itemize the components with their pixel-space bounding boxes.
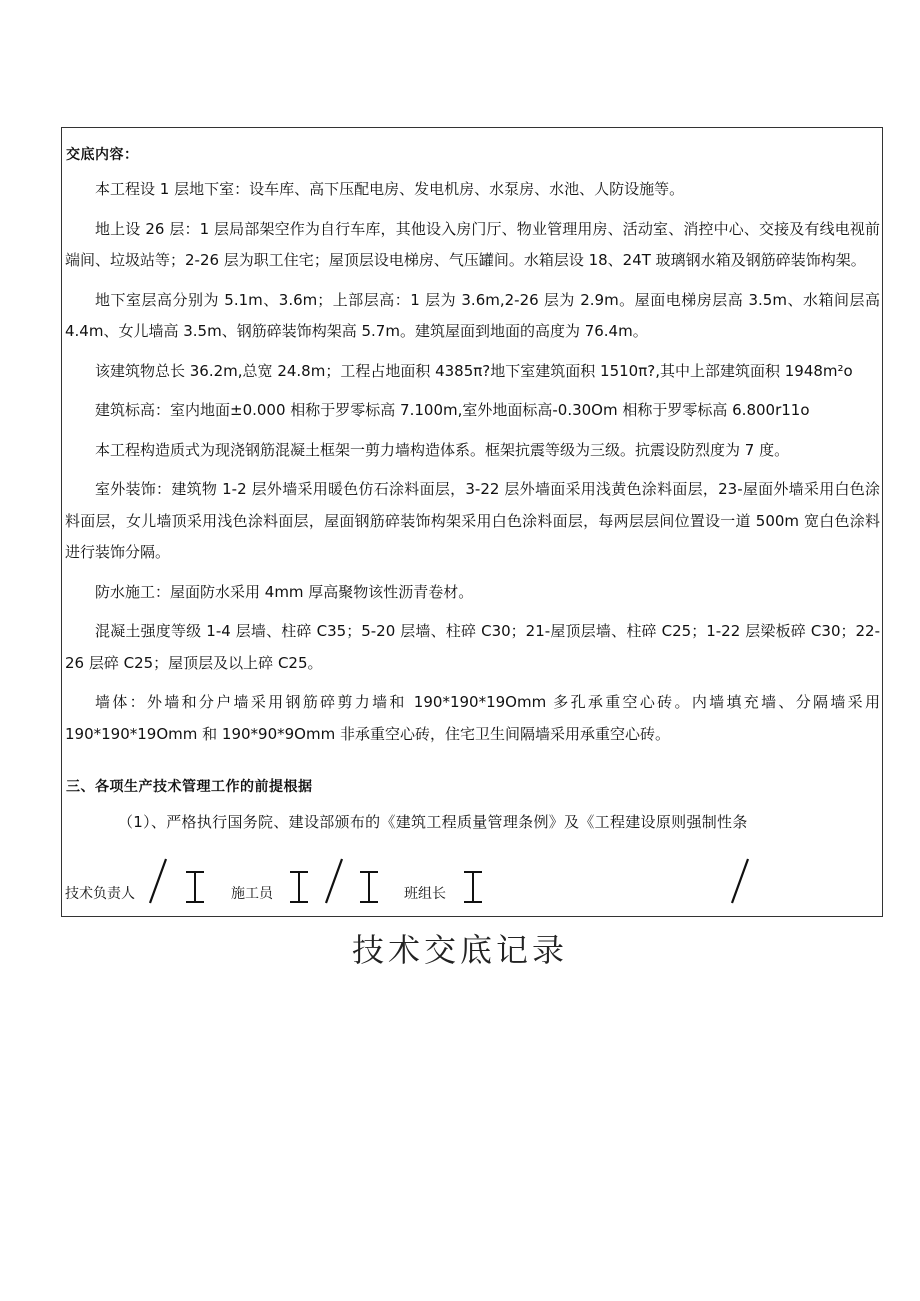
paragraph-walls: 墙体：外墙和分户墙采用钢筋碎剪力墙和 190*190*19Omm 多孔承重空心砖。内墙填充墙、分隔墙采用 190*190*19Omm 和 190*90*9Omm 非承重空心砖，住宅卫生间隔墙采用承重空心砖。 [65, 693, 880, 743]
paragraph-floor-heights: 地下室层高分别为 5.1m、3.6m；上部层高：1 层为 3.6m,2-26 层为 2.9m。屋面电梯房层高 3.5m、水箱间层高 4.4m、女儿墙高 3.5m、钢筋碎装饰构架高 5.7m。建筑屋面到地面的高度为 76.4m。 [65, 290, 880, 340]
i-beam-mark [357, 869, 381, 905]
worker-label: 施工员 [231, 886, 273, 902]
paragraph-exterior-finish: 室外装饰：建筑物 1-2 层外墙采用暖色仿石涂料面层，3-22 层外墙面采用浅黄色涂料面层，23-屋面外墙采用白色涂料面层，女儿墙顶采用浅色涂料面层，屋面钢筋碎装饰构架采用白色涂料面层，每两层层间位置设一道 500m 宽白色涂料进行装饰分隔。 [65, 480, 880, 561]
tech-lead-label: 技术负责人 [65, 886, 135, 902]
clause-1: （1）、严格执行国务院、建设部颁布的《建筑工程质量管理条例》及《工程建设原则强制性条 [118, 813, 748, 831]
signature-row [65, 853, 879, 913]
paragraph-dimensions: 该建筑物总长 36.2m,总宽 24.8m；工程占地面积 4385π?地下室建筑面积 1510π?,其中上部建筑面积 1948m²o [95, 361, 853, 380]
paragraph-concrete-grade: 混凝土强度等级 1-4 层墙、柱碎 C35；5-20 层墙、柱碎 C30；21-屋顶层墙、柱碎 C25；1-22 层梁板碎 C30；22-26 层碎 C25；屋顶层及以上碎 C25。 [65, 622, 880, 672]
i-beam-mark [287, 869, 311, 905]
paragraph-above-ground: 地上设 26 层：1 层局部架空作为自行车库，其他设入房门厅、物业管理用房、活动室、消控中心、交接及有线电视前端间、垃圾站等；2-26 层为职工住宅；屋顶层设电梯房、气压罐间。水箱层设 18、24T 玻璃钢水箱及钢筋碎装饰构架。 [65, 219, 880, 269]
paragraph-waterproofing: 防水施工：屋面防水采用 4mm 厚高聚物该性沥青卷材。 [95, 582, 474, 601]
team-leader-label: 班组长 [404, 886, 446, 902]
slash-mark [729, 857, 751, 905]
slash-mark [323, 857, 345, 905]
section-title: 三、各项生产技术管理工作的前提根据 [66, 779, 313, 795]
paragraph-structure: 本工程构造质式为现浇钢筋混凝土框架一剪力墙构造体系。框架抗震等级为三级。抗震设防烈度为 7 度。 [95, 440, 790, 459]
page-title: 技术交底记录 [351, 931, 568, 969]
content-paragraphs [65, 174, 880, 758]
briefing-content-box [61, 127, 883, 917]
i-beam-mark [183, 869, 207, 905]
paragraph-basement: 本工程设 1 层地下室：设车库、高下压配电房、发电机房、水泵房、水池、人防设施等。 [95, 180, 685, 198]
slash-mark [147, 857, 169, 905]
i-beam-mark [461, 869, 485, 905]
paragraph-elevation: 建筑标高：室内地面±0.000 相称于罗零标高 7.100m,室外地面标高-0.30Om 相称于罗零标高 6.800r11o [95, 401, 810, 419]
content-heading: 交底内容： [66, 147, 139, 163]
